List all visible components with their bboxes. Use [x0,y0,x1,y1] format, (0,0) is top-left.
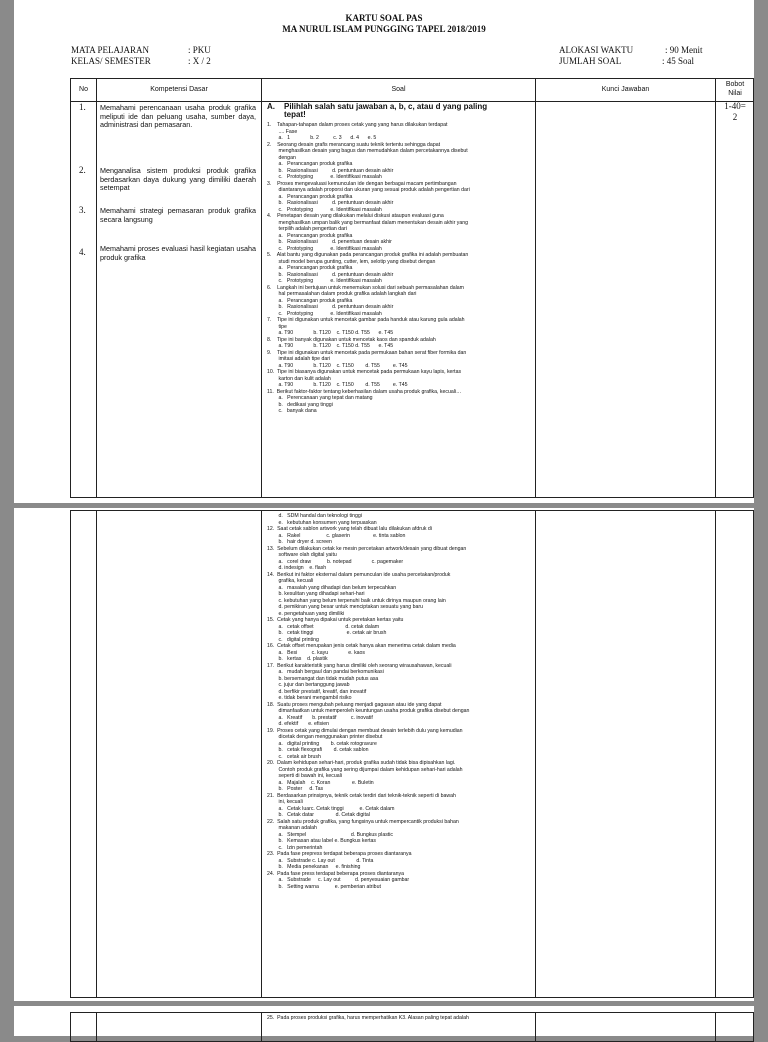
page-2 [14,508,754,1001]
question-line: d. berfikir prestatif, kreatif, dan inovatif [267,688,367,695]
header-nilai: Nilai [728,90,742,97]
header-no: No [79,86,88,93]
question-line: 20. Dalam kehidupan sehari-hari, produk grafika sudah tidak bisa dipisahkan lagi. [267,760,456,766]
question-line: b. Media penekanan e. finishing [267,864,361,870]
question-line: a. Perencanaan yang tepat dan matang [267,395,373,401]
question-line: a. Besi c. kayu e. kaos [267,649,366,656]
jumlah-label: JUMLAH SOAL [559,56,622,66]
question-line: b. Rasionalisasi d. pentuntuan desain akhir [267,271,394,278]
row-2-kd: Menganalisa sistem produksi produk grafika berdasarkan daya dukung yang dimiliki daerah setempat [100,166,256,193]
question-line: 8. Tipe ini banyak digunakan untuk mencetak kaos dan spanduk adalah [267,336,436,343]
question-line: a. T90 b. T120 c. T150 d. T55 e. T45 [267,362,408,369]
question-line: 3. Proses mengevaluasi kemunculan ide dengan berbagai macam pertimbangan [267,180,457,187]
bobot-value: 1-40= [724,101,746,111]
alokasi-label: ALOKASI WAKTU [559,45,634,55]
question-line: a. Majalah c. Koran e. Buletin [267,779,374,786]
question-line: a. T90 b. T120 c. T150 d. T55 e. T45 [267,330,394,336]
question-line: a. Perancangan produk grafika [267,265,353,271]
question-line: b. Poster d. Tas [267,786,324,792]
row-1-no: 1. [79,102,86,112]
row-2-no: 2. [79,165,86,175]
question-line: b. Rasionalisasi d. pentuntuan desain akhir [267,200,394,206]
soal-table-2 [70,510,754,998]
page-1 [14,0,754,503]
question-line: 4. Penetapan desain yang dilakukan melalui diskusi ataupun evaluasi guna [267,213,444,219]
bobot-value-2: 2 [732,112,738,122]
question-line: a. Perancangan produk grafika [267,297,353,304]
question-line: a. Perancangan produk grafika [267,161,353,167]
question-line: 24. Pada fase press terdapat beberapa proses diantaranya [267,870,404,877]
question-line: 12. Saat cetak sablon artwork yang telah dibuat lalu dilakukan afdruk di [267,526,432,532]
question-line: a. T90 b. T120 c. T150 d. T55 e. T45 [267,382,408,388]
question-line: software olah digital yaitu [267,552,337,558]
question-line: a. Substrade c. Lay out d. penyesuaian gambar [267,877,410,883]
question-line: e. pengetahuan yang dimiliki [267,610,345,617]
question-line: Contoh produk grafika yang sering dijumpai dalam kehidupan sehari-hari adalah [267,766,463,773]
jumlah-value: : 45 Soal [662,56,695,66]
question-line: c. kebutuhan yang belum terpenuhi baik untuk dirinya maupun orang lain [267,597,446,604]
question-line: a. Cetak luarc. Cetak tinggi e. Cetak dalam [267,805,395,812]
question-line: a. Perancangan produk grafika [267,193,353,200]
section-a-text-2: tepat! [284,110,306,119]
section-a-text: Pilihlah salah satu jawaban a, b, c, atau d yang paling [284,102,488,111]
question-line: a. T90 b. T120 c. T150 d. T55 e. T45 [267,343,394,349]
question-line: 22. Salah satu produk grafika, yang fungsinya untuk mempercantik produksi bahan [267,818,459,825]
question-line: b. Kemasan atau label e. Bungkus kertas [267,838,376,844]
soal-table-3 [70,1012,754,1042]
section-a-label: A. [267,102,275,111]
question-line: seperti di bawah ini, kecuali [267,773,342,779]
header-bobot: Bobot [725,81,745,88]
question-line: a. Perancangan produk grafika [267,232,353,239]
question-line: diantaranya adalah proporsi dan ukuran yang sesuai produk adalah pengertian dari [267,187,470,193]
question-line: a. Kreatif b. prestatif c. inovatif [267,714,373,721]
question-line: 14. Berikut ini faktor eksternal dalam pemunculan ide usaha percetakan/produk [267,571,451,578]
question-line: a. Stempel d. Bungkus plastic [267,831,393,838]
question-line: 25. Pada proses produksi grafika, harus memperhatikan K3. Alasan paling tepat adalah [267,1015,469,1021]
question-line: b. kertas d. plastik [267,656,328,662]
question-line: 6. Langkah ini bertujuan untuk menemukan solusi dari sebuah permasalahan dalam [267,284,464,291]
question-line: 18. Suatu proses mengubah peluang menjadi gagasan atau ide yang dapat [267,701,442,708]
question-line: terpilih adalah pengertian dari [267,226,347,232]
soal-table [70,78,754,498]
question-line: c. Prototyping e. Identifikasi masalah [267,245,382,252]
mata-pelajaran-value: : PKU [188,45,211,55]
row-4-no: 4. [79,247,86,257]
question-line: c. banyak dana [267,408,317,414]
question-line: 9. Tipe ini digunakan untuk mencetak pada permukaan bahan serat fiber formika dan [267,349,467,356]
question-line: b. Setting warna e. pemberian atribut [267,883,381,890]
page-title: KARTU SOAL PAS [345,13,423,23]
question-line: b. kesulitan yang dihadapi sehari-hari [267,591,365,597]
question-line: b. Rasionalisasi d. pentuntuan desain akhir [267,167,394,174]
header-soal: Soal [391,86,406,93]
question-line: imitasi adalah tipe dari [267,356,331,362]
header-kompetensi: Kompetensi Dasar [150,86,208,93]
question-line: 10. Tipe ini biasanya digunakan untuk mencetak pada permukaan kayu lapis, kertas [267,369,462,375]
question-line: 15. Cetak yang hanya dipakai untuk peretakan kertas yaitu [267,617,404,623]
question-line: karton dan kulit adalah [267,375,331,382]
row-1-kd: Memahami perencanaan usaha produk grafika meliputi ide dan peluang usaha, sumber daya, administrasi dan pemasaran. [100,103,256,130]
question-line: 1. Tahapan-tahapan dalam proses cetak yang yang harus dilakukan terdapat [267,122,448,128]
question-line: menghasilkan umpan balik yang bermanfaat dalam menentukan desain akhir yang [267,219,468,226]
questions-page-3 [267,1015,533,1022]
question-line: d. SDM handal dan teknologi tinggi [267,513,362,519]
question-line: a. cetak offset d. cetak dalam [267,623,380,630]
mata-pelajaran-label: MATA PELAJARAN [71,45,150,55]
question-line: b. hair dryer d. screen [267,539,332,545]
question-line: b. cetak tinggi e. cetak air brush [267,630,387,636]
question-line: menghasilkan desain yang bagus dan memudahkan dalam percetakannya disebut [267,148,468,154]
row-3-no: 3. [79,205,86,215]
header-kunci: Kunci Jawaban [601,86,650,93]
question-line: 7. Tipe ini digunakan untuk mencetak gambar pada handuk atau karung gula adalah [267,317,465,323]
question-line: 21. Berdasarkan prinsipnya, teknik cetak terdiri dari teknik-teknik seperti di bawah [267,792,456,799]
question-line: ini, kecuali [267,799,303,805]
question-line: dimanfaatkan untuk memperoleh keuntungan usaha produk grafika disebut dengan [267,708,470,714]
question-line: a. 1 b. 2 c. 3 d. 4 e. 5 [267,135,377,141]
question-line: a. digital printing b. cetak rotogravure [267,740,377,747]
question-line: 11. Berikut faktor-faktor tentang keberhasilan dalam usaha produk grafika, kecuali… [267,388,462,395]
question-line: 17. Berikut karakteristik yang harus dimiliki oleh seorang wirausahawan, kecuali [267,662,452,669]
question-line: b. Cetak datar d. Cetak digital [267,812,370,818]
question-line: 5. Alat bantu yang digunakan pada perancangan produk grafika ini adalah pembuatan [267,252,469,258]
question-line: 16. Cetak offset merupakan jenis cetak hanya akan menerima cetak dalam media [267,643,456,649]
question-line: grafika, kecuali [267,578,314,584]
row-3-kd: Memahami strategi pemasaran produk grafika secara langsung [100,206,256,224]
question-line: c. Prototyping e. Identifikasi masalah [267,278,382,284]
kelas-label: KELAS/ SEMESTER [71,56,151,66]
question-line: hal permasalahan dalam produk grafika adalah langkah dari [267,291,417,297]
page-subtitle: MA NURUL ISLAM PUNGGING TAPEL 2018/2019 [282,24,486,34]
question-line: a. masalah yang dihadapi dan belum terpecahkan [267,584,397,591]
question-line: makanan adalah [267,825,317,831]
question-line: c. jujur dan bertanggung jawab [267,682,350,688]
question-line: a. Substrade c. Lay out d. Tinta [267,857,374,864]
question-line: a. Rakel c. glaserin e. tinta sablon [267,532,406,539]
question-line: 2. Seorang desain grafis merancang suatu teknik tertentu sehingga dapat [267,141,441,148]
question-line: c. Prototyping e. Identifikasi masalah [267,310,382,317]
alokasi-value: : 90 Menit [665,45,703,55]
question-line: e. tidak berani mengambil risiko [267,695,352,701]
question-line: dengan [267,154,296,161]
question-line: studi model berupa gunting, cutter, lem, selotip yang disebut dengan [267,258,436,265]
question-line: tipe [267,323,287,330]
question-line: b. Rasionalisasi d. penentuan desain akhir [267,239,392,245]
kelas-value: : X / 2 [188,56,211,66]
row-4-kd: Memahami proses evaluasi hasil kegiatan usaha produk grafika [100,244,256,262]
page-3 [14,1006,754,1036]
question-line: c. digital printing [267,636,319,643]
question-line: b. dedikasi yang tinggi [267,401,333,408]
question-line: c. cetak air brush [267,753,321,760]
question-line: a. corel draw b. notepad c. pagemaker [267,558,404,565]
question-line: e. kebutuhan konsumen yang terpuaskan [267,519,377,526]
question-line: 13. Sebelum dilakukan cetak ke mesin percetakan artwork/desain yang dibuat dengan [267,545,467,552]
questions-page-1 [267,122,533,415]
question-line: 23. Pada fase prepress terdapat beberapa proses diantaranya [267,851,412,857]
questions-page-2 [267,513,533,890]
question-line: b. cetak flexografi d. cetak sablon [267,747,369,753]
question-line: a. mudah bergaul dan pandai berkomunikasi [267,669,384,675]
question-line: c. Izin pemerintah [267,844,323,851]
question-line: d. efektif e. efisien [267,721,329,727]
question-line: d. indesign e. flash [267,565,327,571]
question-line: dicetak dengan menggunakan printer disebut [267,734,383,740]
question-line: c. Prototyping e. Identifikasi masalah [267,206,382,213]
question-line: d. pemikiran yang besar untuk menciptakan sesuatu yang baru [267,604,424,610]
question-line: .... Fase [267,128,298,135]
question-line: b. bersemangat dan tidak mudah putus asa [267,675,379,682]
question-line: 19. Proses cetak yang dimulai dengan membuat desain terlebih dulu yang kemudian [267,727,463,734]
question-line: c. Prototyping e. Identifikasi masalah [267,174,382,180]
question-line: b. Rasionalisasi d. pentuntuan desain akhir [267,304,394,310]
